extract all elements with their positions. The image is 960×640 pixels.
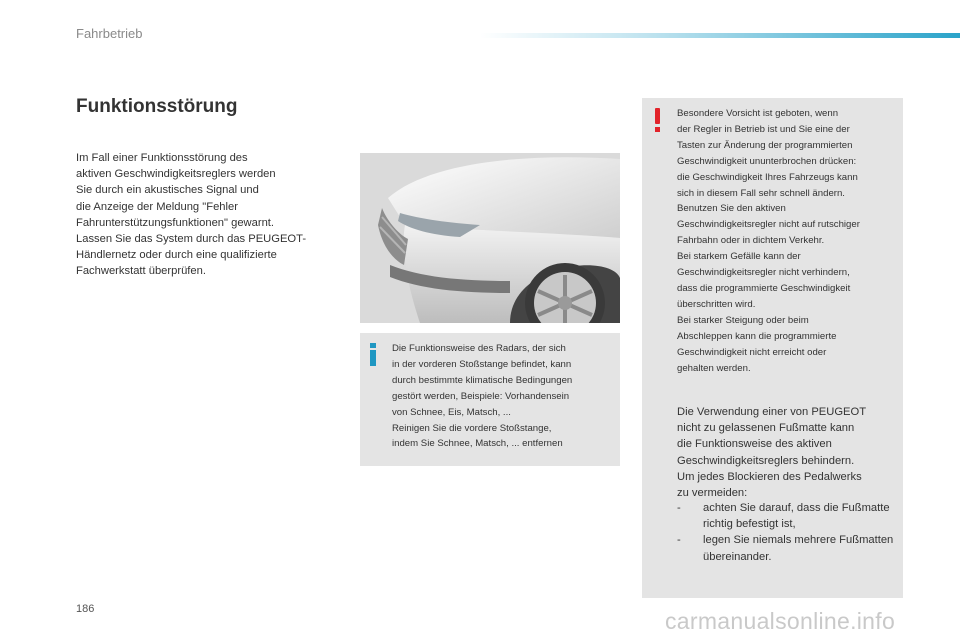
header-accent-bar — [480, 33, 960, 38]
info-box — [360, 333, 620, 466]
warning-icon — [654, 108, 662, 132]
warning-text: Besondere Vorsicht ist geboten, wenn der Regler in Betrieb ist und Sie eine der Tasten zur Änderung der programmierten Geschwindigkeit ununterbrochen drücken: die Geschwindigkeit Ihres Fahrzeugs kann sich in diesem Fall sehr schnell ändern. Benutzen Sie den aktiven Geschwindigkeitsregler nicht auf rutschiger Fahrbahn oder in dichtem Verkehr. Bei starkem Gefälle kann der Geschwindigkeitsregler nicht verhindern, dass die programmierte Geschwindigkeit überschritten wird. Bei starker Steigung oder beim Abschleppen kann die programmierte Geschwindigkeit nicht erreicht oder gehalten werden. — [677, 108, 860, 374]
section-header: Fahrbetrieb — [76, 26, 143, 41]
car-front-illustration — [360, 153, 620, 323]
info-icon — [368, 343, 378, 365]
watermark: carmanualsonline.info — [665, 608, 896, 634]
intro-paragraph: Im Fall einer Funktionsstörung des aktiven Geschwindigkeitsreglers werden Sie durch ein akustisches Signal und die Anzeige der Meldung "Fehler Fahrunterstützungsfunktionen" gewarnt. Lassen Sie das System durch das PEUGEOT- Händlernetz oder durch eine qualifizierte Fachwerkstatt überprüfen. — [76, 152, 307, 278]
list-item — [677, 532, 897, 564]
warning-panel — [642, 98, 903, 598]
list-item-text: achten Sie darauf, dass die Fußmatte richtig befestigt ist, — [703, 502, 890, 531]
list-item-text: legen Sie niemals mehrere Fußmatten übereinander. — [703, 534, 894, 563]
info-text: Die Funktionsweise des Radars, der sich in der vorderen Stoßstange befindet, kann durch bestimmte klimatische Bedingungen gestört werden, Beispiele: Vorhandensein von Schnee, Eis, Matsch, ... Reinigen Sie die vordere Stoßstange, indem Sie Schnee, Matsch, ... entfernen — [392, 343, 573, 450]
floor-mat-text: Die Verwendung einer von PEUGEOT nicht zu gelassenen Fußmatte kann die Funktionsweise des aktiven Geschwindigkeitsreglers behindern. Um jedes Blockieren des Pedalwerks zu vermeiden: — [677, 406, 867, 500]
car-drawing — [360, 153, 620, 323]
list-item — [677, 500, 897, 532]
list-dash: - — [677, 534, 681, 547]
list-dash: - — [677, 502, 681, 514]
floor-mat-list — [677, 500, 897, 565]
page-number: 186 — [76, 603, 95, 615]
page-title: Funktionsstörung — [76, 96, 238, 117]
